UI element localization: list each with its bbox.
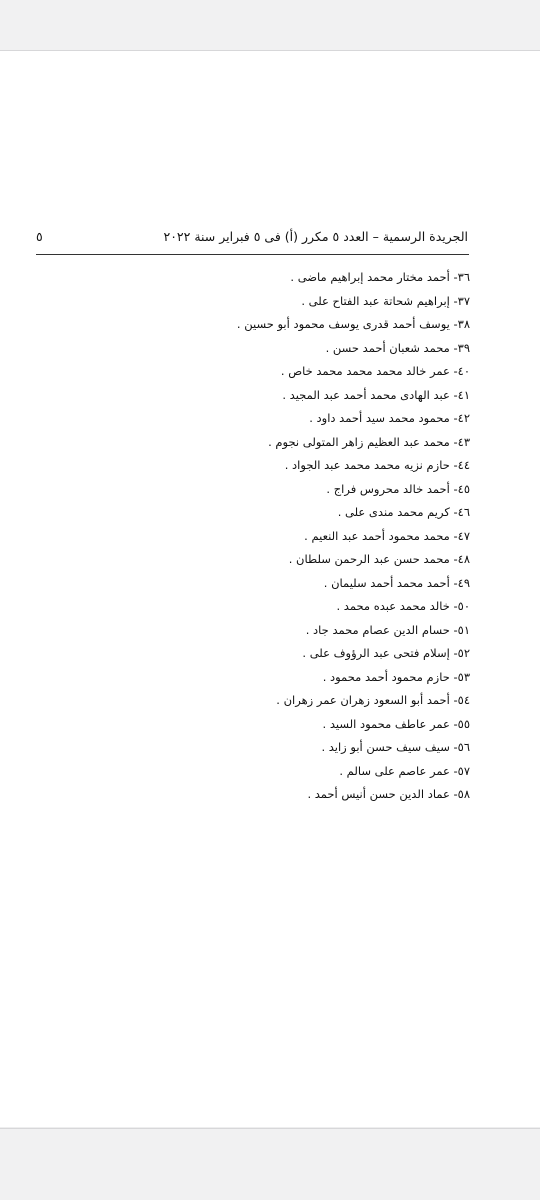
list-item: ٣٦- أحمد مختار محمد إبراهيم ماضى .	[290, 270, 470, 284]
page-number: ٥	[36, 229, 43, 244]
list-item: ٤٣- محمد عبد العظيم زاهر المتولى نجوم .	[268, 434, 470, 449]
page-header	[36, 227, 468, 251]
list-item: ٣٨- يوسف أحمد قدرى يوسف محمود أبو حسين .	[236, 317, 470, 331]
viewer-bottom-bar	[0, 1128, 540, 1200]
list-item: ٤٩- أحمد محمد أحمد سليمان .	[323, 575, 470, 590]
list-item: ٤١- عبد الهادى محمد أحمد عبد المجيد .	[282, 387, 470, 402]
list-item: ٤٠- عمر خالد محمد محمد محمد خاص .	[280, 364, 470, 378]
list-item: ٥٨- عماد الدين حسن أنيس أحمد .	[307, 787, 470, 801]
list-item: ٤٨- محمد حسن عبد الرحمن سلطان .	[288, 552, 470, 566]
list-item: ٥١- حسام الدين عصام محمد جاد .	[305, 622, 470, 637]
list-item: ٥٢- إسلام فتحى عبد الرؤوف على .	[302, 646, 470, 660]
list-item: ٥٥- عمر عاطف محمود السيد .	[322, 716, 470, 731]
list-item: ٥٧- عمر عاصم على سالم .	[339, 763, 470, 778]
list-item: ٤٦- كريم محمد مندى على .	[337, 505, 470, 519]
names-list	[90, 266, 470, 807]
list-item: ٥٤- أحمد أبو السعود زهران عمر زهران .	[276, 693, 470, 707]
gazette-header-title: الجريدة الرسمية – العدد ٥ مكرر (أ) فى ٥ فبراير سنة ٢٠٢٢	[163, 229, 468, 244]
list-item: ٣٧- إبراهيم شحاتة عبد الفتاح على .	[301, 293, 470, 308]
list-item: ٥٦- سيف سيف حسن أبو زايد .	[321, 740, 470, 754]
list-item: ٤٧- محمد محمود أحمد عبد النعيم .	[304, 528, 470, 543]
document-page[interactable]	[0, 51, 540, 1127]
list-item: ٤٥- أحمد خالد محروس فراج .	[326, 481, 470, 496]
list-item: ٥٣- حازم محمود أحمد محمود .	[322, 669, 470, 684]
list-item: ٤٢- محمود محمد سيد أحمد داود .	[309, 411, 470, 425]
list-item: ٥٠- خالد محمد عبده محمد .	[336, 599, 470, 613]
header-divider	[36, 254, 469, 255]
list-item: ٤٤- حازم نزيه محمد محمد عبد الجواد .	[284, 458, 470, 472]
list-item: ٣٩- محمد شعبان أحمد حسن .	[325, 340, 470, 355]
viewer-top-bar	[0, 0, 540, 51]
